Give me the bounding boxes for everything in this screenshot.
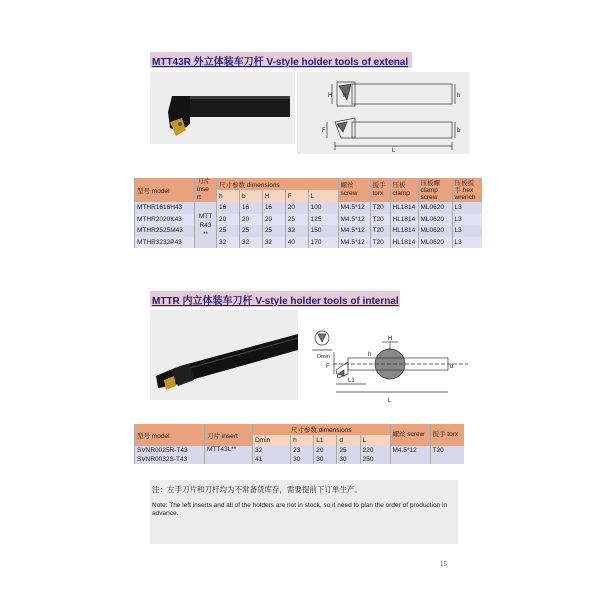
col-insert-header: 刀片 inse rt bbox=[195, 178, 217, 202]
cell-wrench: L3 bbox=[452, 202, 482, 214]
cell-torx bbox=[430, 455, 464, 464]
cell-H: 16 bbox=[262, 202, 285, 214]
cell-clamp-screw: ML0620 bbox=[418, 202, 452, 214]
cell-screw: M4.5*12 bbox=[338, 225, 370, 237]
col-model-header: 型号 model bbox=[135, 424, 205, 446]
col-h-header: h bbox=[217, 190, 240, 202]
internal-holder-table bbox=[134, 424, 464, 464]
cell-clamp-screw: ML0620 bbox=[418, 225, 452, 237]
cell-screw: M4.5*12 bbox=[338, 214, 370, 226]
cell-b: 25 bbox=[239, 225, 262, 237]
cell-insert: MTT R43 ** bbox=[195, 202, 217, 248]
cell-model: MTHR2020K43 bbox=[135, 214, 195, 226]
drawing-label-F2: F bbox=[326, 364, 330, 370]
cell-wrench: L3 bbox=[452, 237, 482, 249]
col-dims-header: 尺寸参数 dimensions bbox=[217, 178, 339, 190]
cell-L: 220 bbox=[360, 446, 390, 455]
table-row bbox=[135, 446, 465, 455]
drawing-label-b: b bbox=[457, 128, 461, 134]
drawing-label-L1: L1 bbox=[348, 378, 355, 384]
cell-H: 20 bbox=[262, 214, 285, 226]
cell-wrench: L3 bbox=[452, 214, 482, 226]
col-d-header: d bbox=[337, 435, 360, 446]
cell-L: 170 bbox=[308, 237, 338, 249]
cell-F: 32 bbox=[285, 225, 308, 237]
cell-torx: T20 bbox=[430, 446, 464, 455]
cell-F: 40 bbox=[285, 237, 308, 249]
cell-d: 30 bbox=[337, 455, 360, 464]
col-L1-header: L1 bbox=[314, 435, 337, 446]
section1-title: MTT43R 外立体装车刀杆 V-style holder tools of extenal bbox=[150, 52, 412, 68]
cell-b: 20 bbox=[239, 214, 262, 226]
cell-L1: 20 bbox=[314, 446, 337, 455]
cell-H: 25 bbox=[262, 225, 285, 237]
col-screw-header: 螺丝 screw bbox=[390, 424, 430, 446]
cell-b: 32 bbox=[239, 237, 262, 249]
external-holder-photo bbox=[150, 72, 295, 144]
cell-insert: MTT43L** bbox=[205, 446, 253, 464]
col-dims-header: 尺寸参数 dimensions bbox=[253, 424, 391, 435]
external-holder-table bbox=[134, 178, 482, 248]
col-clamp-screw-header: 压板螺 clamp screw bbox=[418, 178, 452, 202]
cell-L: 100 bbox=[308, 202, 338, 214]
cell-dmin: 32 bbox=[253, 446, 291, 455]
col-clamp-header: 压板 clamp bbox=[390, 178, 418, 202]
cell-model: SVNR0025R-T43 bbox=[135, 446, 205, 455]
cell-clamp: HL1814 bbox=[390, 202, 418, 214]
cell-h: 30 bbox=[291, 455, 314, 464]
table-row bbox=[135, 225, 483, 237]
internal-holder-photo bbox=[150, 310, 298, 400]
table-row bbox=[135, 202, 483, 214]
col-H-header: H bbox=[262, 190, 285, 202]
cell-clamp: HL1814 bbox=[390, 225, 418, 237]
cell-torx: T20 bbox=[370, 202, 390, 214]
col-b-header: b bbox=[239, 190, 262, 202]
col-screw-header: 螺丝 screw bbox=[338, 178, 370, 202]
cell-b: 16 bbox=[239, 202, 262, 214]
cell-clamp: HL1814 bbox=[390, 237, 418, 249]
drawing-label-L2: L bbox=[388, 398, 392, 404]
col-L-header: L bbox=[360, 435, 390, 446]
cell-dmin: 41 bbox=[253, 455, 291, 464]
cell-L: 125 bbox=[308, 214, 338, 226]
cell-L1: 30 bbox=[314, 455, 337, 464]
cell-model: MTHR1616H43 bbox=[135, 202, 195, 214]
drawing-label-L: L bbox=[392, 148, 396, 154]
col-hex-wrench-header: 压板扳 手 hex wrench bbox=[452, 178, 482, 202]
drawing-label-H: H bbox=[328, 93, 333, 99]
cell-screw: M4.5*12 bbox=[338, 237, 370, 249]
note-english: Note: The left inserts and all of the holders are not in stock, so it need to plan the order of production in advance. bbox=[152, 502, 448, 517]
drawing-label-h: h bbox=[457, 93, 461, 99]
cell-clamp-screw: ML0620 bbox=[418, 237, 452, 249]
cell-torx: T20 bbox=[370, 237, 390, 249]
cell-F: 20 bbox=[285, 202, 308, 214]
col-torx-header: 扳手 torx bbox=[430, 424, 464, 446]
cell-H: 32 bbox=[262, 237, 285, 249]
col-insert-header: 刀片 insert bbox=[205, 424, 253, 446]
cell-screw: M4.5*12 bbox=[390, 446, 430, 455]
cell-screw: M4.5*12 bbox=[338, 202, 370, 214]
drawing-label-d: d bbox=[450, 364, 454, 370]
table-row bbox=[135, 237, 483, 249]
cell-h: 23 bbox=[291, 446, 314, 455]
cell-torx: T20 bbox=[370, 214, 390, 226]
cell-clamp: HL1814 bbox=[390, 214, 418, 226]
drawing-label-H2: H bbox=[388, 336, 393, 342]
cell-L: 150 bbox=[308, 225, 338, 237]
drawing-label-h-insert: h bbox=[343, 93, 347, 99]
col-h-header: h bbox=[291, 435, 314, 446]
page-number: 15 bbox=[440, 560, 447, 568]
cell-h: 32 bbox=[217, 237, 240, 249]
drawing-label-dmin: Dmin bbox=[317, 354, 330, 360]
col-torx-header: 扳手 torx bbox=[370, 178, 390, 202]
cell-screw bbox=[390, 455, 430, 464]
col-model-header: 型号 model bbox=[135, 178, 195, 202]
cell-L: 250 bbox=[360, 455, 390, 464]
drawing-label-F: F bbox=[322, 128, 326, 134]
col-L-header: L bbox=[308, 190, 338, 202]
cell-model: MTHR3232P43 bbox=[135, 237, 195, 249]
cell-clamp-screw: ML0620 bbox=[418, 214, 452, 226]
cell-F: 25 bbox=[285, 214, 308, 226]
external-holder-drawing bbox=[297, 72, 470, 154]
cell-model: SVNR0032S-T43 bbox=[135, 455, 205, 464]
table-row bbox=[135, 455, 465, 464]
col-F-header: F bbox=[285, 190, 308, 202]
col-dmin-header: Dmin bbox=[253, 435, 291, 446]
cell-model: MTHR2525M43 bbox=[135, 225, 195, 237]
note-box bbox=[150, 480, 458, 544]
section2-title: MTTR 内立体装车刀杆 V-style holder tools of internal bbox=[150, 291, 400, 307]
internal-holder-drawing bbox=[308, 312, 478, 408]
cell-h: 16 bbox=[217, 202, 240, 214]
cell-torx: T20 bbox=[370, 225, 390, 237]
cell-h: 20 bbox=[217, 214, 240, 226]
note-chinese: 注：左手刀片和刀杆均为不常备货库存，需要提前下订单生产。 bbox=[152, 485, 362, 494]
table-row bbox=[135, 214, 483, 226]
cell-h: 25 bbox=[217, 225, 240, 237]
cell-wrench: L3 bbox=[452, 225, 482, 237]
cell-d: 25 bbox=[337, 446, 360, 455]
drawing-label-h2: h bbox=[368, 352, 372, 358]
